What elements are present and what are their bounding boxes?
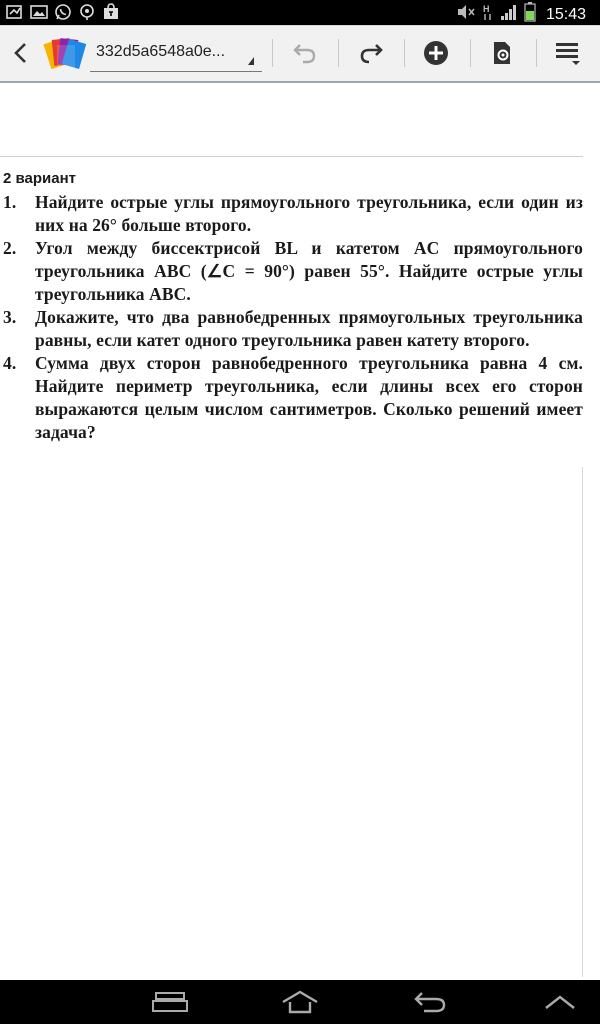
battery-icon bbox=[524, 2, 536, 27]
task-item bbox=[3, 237, 583, 306]
home-icon[interactable] bbox=[260, 980, 340, 1024]
url-dropdown-icon[interactable] bbox=[248, 57, 254, 65]
signal-icon bbox=[500, 3, 518, 26]
undo-icon[interactable] bbox=[278, 25, 332, 81]
menu-icon[interactable] bbox=[542, 25, 594, 81]
status-bar bbox=[0, 0, 600, 25]
task-text: Найдите острые углы прямоугольного треугольника, если один из них на 26° больше второго. bbox=[35, 192, 583, 235]
app-logo-icon[interactable] bbox=[38, 25, 92, 81]
task-number: 3. bbox=[3, 307, 17, 327]
page-content bbox=[0, 83, 600, 980]
browser-toolbar bbox=[0, 25, 600, 83]
navigation-bar bbox=[0, 980, 600, 1024]
toolbar-divider bbox=[338, 39, 339, 67]
toolbar-divider bbox=[404, 39, 405, 67]
gallery-icon bbox=[30, 3, 48, 21]
task-number: 1. bbox=[3, 192, 17, 212]
task-item bbox=[3, 191, 583, 237]
system-indicators bbox=[456, 2, 586, 27]
toolbar-divider bbox=[536, 39, 537, 67]
task-text: Докажите, что два равнобедренных прямоугольных треугольника равны, если катет одного треугольника равен катету второго. bbox=[35, 307, 583, 350]
shop-icon bbox=[102, 3, 120, 21]
task-number: 4. bbox=[3, 353, 17, 373]
variant-title: 2 вариант bbox=[3, 170, 77, 187]
mute-icon bbox=[456, 4, 476, 25]
location-icon bbox=[78, 3, 96, 21]
task-number: 2. bbox=[3, 238, 17, 258]
svg-text:H: H bbox=[482, 4, 490, 14]
page-settings-icon[interactable] bbox=[476, 25, 528, 81]
hide-keyboard-icon[interactable] bbox=[520, 980, 600, 1024]
document bbox=[3, 167, 583, 444]
url-underline bbox=[90, 71, 262, 72]
document-right-border bbox=[582, 467, 583, 977]
recent-apps-icon[interactable] bbox=[130, 980, 210, 1024]
back-chevron-icon[interactable] bbox=[4, 25, 38, 81]
add-icon[interactable] bbox=[410, 25, 462, 81]
data-h-icon bbox=[482, 3, 494, 26]
back-icon[interactable] bbox=[390, 980, 470, 1024]
document-top-border bbox=[0, 156, 583, 157]
task-text: Угол между биссектрисой BL и катетом AC прямоугольного треугольника ABC (∠C = 90°) равен 55°. Найдите острые углы треугольника ABC. bbox=[35, 238, 583, 304]
clock: 15:43 bbox=[545, 5, 586, 23]
task-item bbox=[3, 352, 583, 444]
task-text: Сумма двух сторон равнобедренного треугольника равна 4 см. Найдите периметр треугольника, если длины всех его сторон выражаются целым числом сантиметров. Сколько решений имеет задача? bbox=[35, 353, 583, 442]
redo-icon[interactable] bbox=[344, 25, 398, 81]
whatsapp-icon bbox=[54, 3, 72, 21]
toolbar-divider bbox=[470, 39, 471, 67]
toolbar-divider bbox=[272, 39, 273, 67]
usb-icon bbox=[6, 3, 24, 21]
notification-icons bbox=[6, 3, 120, 21]
url-field[interactable]: 332d5a6548a0e... bbox=[96, 43, 226, 60]
task-item bbox=[3, 306, 583, 352]
